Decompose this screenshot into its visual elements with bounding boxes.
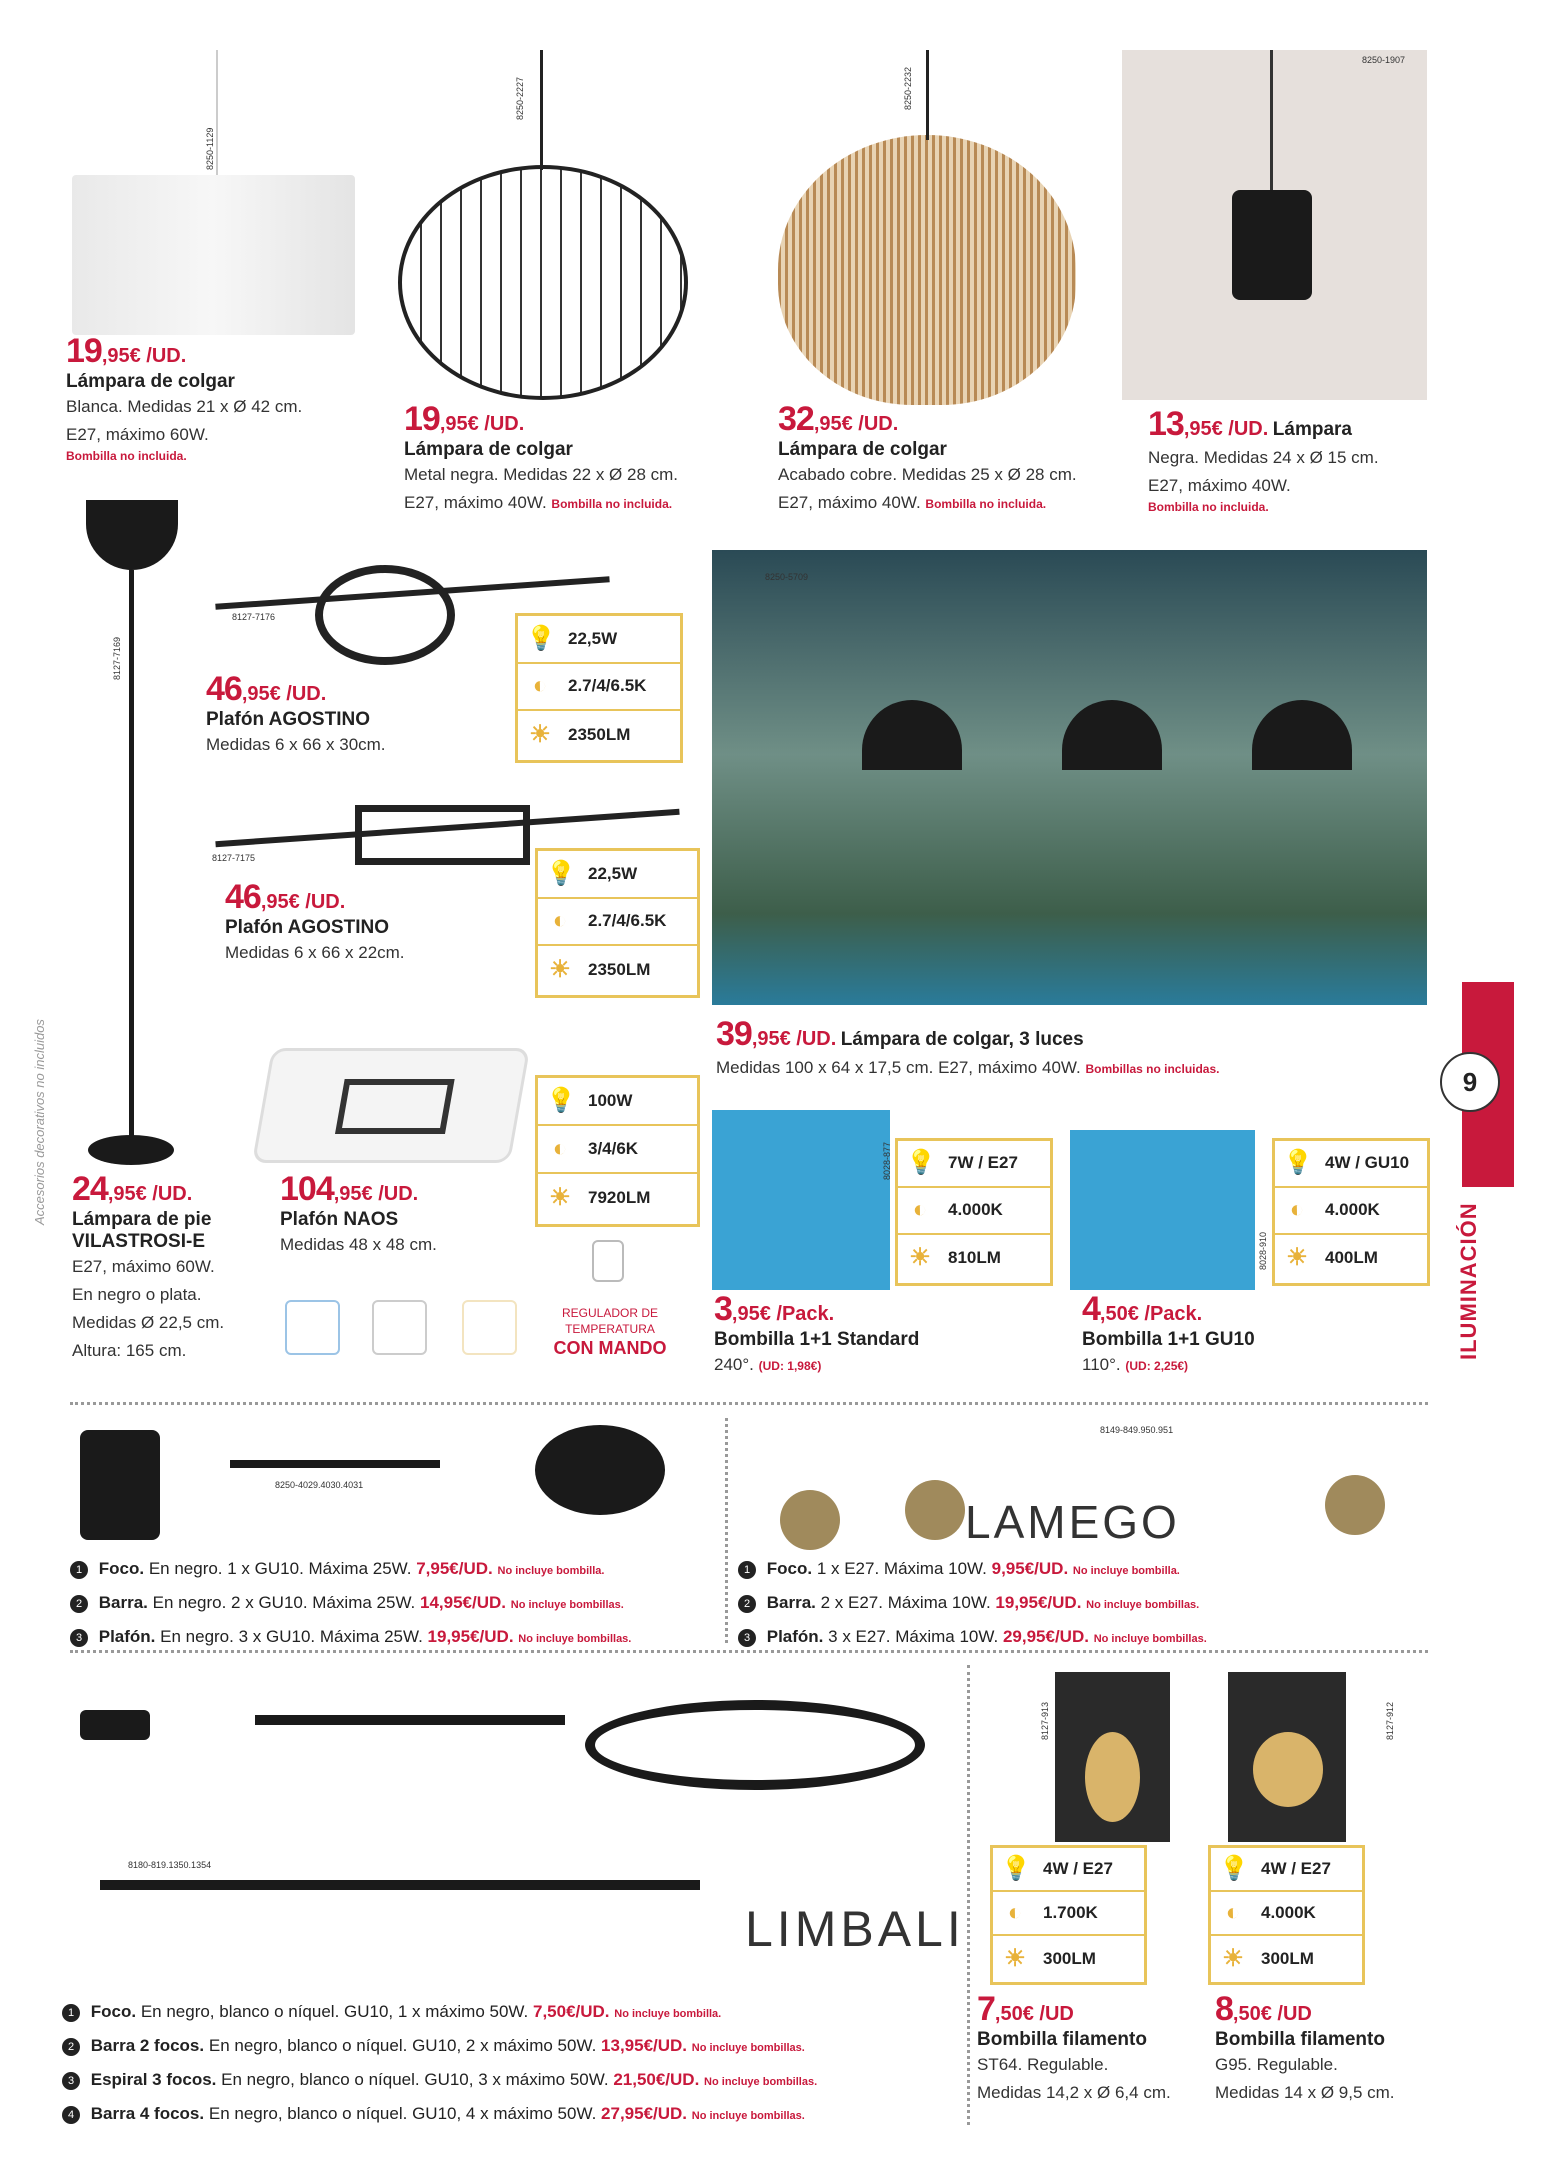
spec-value: 7W / E27 — [948, 1153, 1018, 1173]
product-desc: Negra. Medidas 24 x Ø 15 cm. — [1148, 448, 1379, 467]
price-int: 19 — [66, 332, 102, 370]
product-desc: E27, máximo 40W. Bombilla no incluida. — [404, 493, 673, 512]
product-3 — [1148, 405, 1379, 514]
lamego-spots-image — [780, 1490, 840, 1550]
item-desc: 2 x E27. Máxima 10W. — [820, 1593, 991, 1612]
spec-value: 4.000K — [1261, 1903, 1316, 1923]
price-dec: ,95€ /UD. — [813, 413, 899, 435]
limbali-brand: LIMBALI — [745, 1901, 965, 1957]
item-price: 29,95€/UD. — [1002, 1627, 1089, 1646]
spec-value: 300LM — [1261, 1948, 1314, 1968]
color-temperature-icon: ◐ — [912, 1196, 928, 1224]
product-desc: Metal negra. Medidas 22 x Ø 28 cm. — [404, 465, 679, 484]
floor-lamp-image — [86, 500, 178, 570]
product-note: Bombilla no incluida. — [66, 449, 187, 463]
brightness-icon: ☀ — [529, 720, 551, 748]
regulator-label — [545, 1305, 675, 1359]
item-number: 1 — [62, 2004, 80, 2022]
product-code: 8250-1907 — [1362, 55, 1406, 65]
spec-value: 2350LM — [568, 724, 631, 744]
regulator-line1: REGULADOR DE — [561, 1306, 659, 1320]
lamego-barra-bulb — [905, 1480, 965, 1540]
spec-row — [538, 899, 697, 947]
limbali-foco-image — [80, 1710, 150, 1740]
product-7 — [280, 1170, 437, 1259]
item-note: No incluye bombillas. — [1093, 1633, 1207, 1645]
spec-row — [538, 1126, 697, 1174]
product-desc: Blanca. Medidas 21 x Ø 42 cm. — [66, 397, 303, 416]
item-desc: 1 x E27. Máxima 10W. — [816, 1559, 987, 1578]
price-dec: ,95€ /UD. — [333, 1183, 419, 1205]
product-name: Bombilla 1+1 Standard — [714, 1329, 920, 1350]
pendant-cord — [216, 50, 218, 175]
price-int: 19 — [404, 400, 440, 438]
product-note: Bombilla no incluida. — [925, 497, 1047, 511]
product-desc: G95. Regulable. — [1215, 2055, 1338, 2074]
price-dec: ,95€ /UD. — [107, 1183, 193, 1205]
series-item — [62, 2030, 817, 2064]
color-temperature-icon: ◐ — [1007, 1899, 1023, 1927]
product-name: Lámpara de pie — [72, 1209, 212, 1230]
product-name: Lámpara de colgar — [404, 439, 573, 460]
item-number: 3 — [62, 2072, 80, 2090]
item-price: 7,95€/UD. — [416, 1559, 493, 1578]
product-name: Bombilla filamento — [1215, 2029, 1385, 2050]
series-c-code: 8180-819.1350.1354 — [128, 1860, 212, 1870]
bulb-icon: 💡 — [906, 1149, 936, 1177]
price-int: 8 — [1215, 1990, 1233, 2028]
floor-lamp-pole — [129, 570, 134, 1140]
spec-value: 2.7/4/6.5K — [568, 676, 647, 696]
price-int: 46 — [225, 878, 261, 916]
agostino-square — [355, 805, 530, 865]
filament-g95-box-image — [1228, 1672, 1346, 1842]
product-9 — [714, 1290, 919, 1380]
spec-value: 7920LM — [588, 1188, 651, 1208]
series-item — [738, 1553, 1207, 1587]
spec-row — [1211, 1936, 1362, 1980]
item-name: Plafón. — [766, 1627, 824, 1646]
spec-value: 300LM — [1043, 1948, 1096, 1968]
price-dec: ,50€ /Pack. — [1099, 1303, 1203, 1325]
spec-value: 1.700K — [1043, 1903, 1098, 1923]
product-code: 8127-7176 — [232, 612, 276, 622]
series-a-list — [70, 1553, 631, 1655]
spec-row — [518, 664, 680, 712]
color-temperature-icon: ◐ — [552, 1135, 568, 1163]
limbali-espiral-image — [585, 1700, 925, 1790]
product-note: Bombillas no incluidas. — [1085, 1062, 1220, 1076]
series-item — [70, 1621, 631, 1655]
product-6 — [225, 878, 405, 967]
product-desc: Medidas 6 x 66 x 22cm. — [225, 943, 405, 962]
item-name: Barra. — [766, 1593, 816, 1612]
naos-variant-neutral — [372, 1300, 427, 1355]
item-name: Barra 4 focos. — [90, 2104, 205, 2123]
bulb-pack-standard-image — [712, 1110, 890, 1290]
copper-wire-pendant-image — [778, 135, 1076, 405]
product-4 — [72, 1170, 224, 1365]
series-item — [70, 1553, 631, 1587]
item-price: 9,95€/UD. — [991, 1559, 1069, 1578]
item-name: Foco. — [90, 2002, 137, 2021]
brightness-icon: ☀ — [909, 1244, 931, 1272]
product-desc: ST64. Regulable. — [977, 2055, 1109, 2074]
item-price: 27,95€/UD. — [601, 2104, 688, 2123]
item-desc: En negro, blanco o níquel. GU10, 1 x máximo 50W. — [140, 2002, 529, 2021]
price-int: 7 — [977, 1990, 995, 2028]
limbali-barra4-image — [100, 1880, 700, 1890]
price-dec: ,50€ /UD — [1232, 2003, 1312, 2025]
item-note: No incluye bombillas. — [510, 1599, 624, 1611]
product-11 — [977, 1990, 1171, 2107]
color-temperature-icon: ◐ — [532, 672, 548, 700]
spec-row — [993, 1892, 1144, 1936]
price-dec: ,95€ /UD. — [751, 1028, 837, 1050]
product-12 — [1215, 1990, 1395, 2107]
product-code: 8127-7175 — [212, 853, 256, 863]
bulb-icon: 💡 — [1283, 1149, 1313, 1177]
brightness-icon: ☀ — [1286, 1244, 1308, 1272]
product-code: 8127-913 — [1040, 1701, 1050, 1740]
spec-value: 22,5W — [588, 863, 638, 883]
item-number: 1 — [738, 1561, 756, 1579]
spec-value: 4W / GU10 — [1325, 1153, 1410, 1173]
color-temperature-icon: ◐ — [552, 907, 568, 935]
product-code: 8028-910 — [1258, 1231, 1268, 1270]
spec-row — [993, 1848, 1144, 1892]
product-note: (UD: 2,25€) — [1125, 1359, 1189, 1373]
item-price: 19,95€/UD. — [427, 1627, 514, 1646]
spec-value: 4W / E27 — [1261, 1859, 1331, 1879]
item-note: No incluye bombilla. — [497, 1565, 605, 1577]
spec-row — [518, 616, 680, 664]
price-int: 3 — [714, 1290, 732, 1328]
product-note: (UD: 1,98€) — [758, 1359, 822, 1373]
series-item — [62, 1996, 817, 2030]
spec-value: 4.000K — [948, 1200, 1003, 1220]
price-int: 32 — [778, 400, 814, 438]
dining-pendants-photo — [712, 550, 1427, 1005]
series-c-list — [62, 1996, 817, 2132]
product-desc: En negro o plata. — [72, 1285, 202, 1304]
price — [66, 332, 302, 371]
item-desc: En negro, blanco o níquel. GU10, 4 x máximo 50W. — [208, 2104, 597, 2123]
product-desc: Medidas 6 x 66 x 30cm. — [206, 735, 386, 754]
product-desc: E27, máximo 60W. — [66, 425, 209, 444]
spec-value: 100W — [588, 1091, 633, 1111]
spec-row — [898, 1235, 1050, 1282]
price-int: 4 — [1082, 1290, 1100, 1328]
item-note: No incluye bombillas. — [518, 1633, 632, 1645]
product-0 — [66, 332, 302, 463]
spec-value: 4W / E27 — [1043, 1859, 1113, 1879]
product-code: 8250-2232 — [903, 66, 913, 110]
spec-row — [993, 1936, 1144, 1980]
divider — [70, 1402, 1428, 1405]
series-item — [738, 1587, 1207, 1621]
spec-box — [1272, 1138, 1430, 1286]
item-note: No incluye bombillas. — [691, 2110, 805, 2122]
product-2 — [778, 400, 1077, 518]
item-note: No incluye bombillas. — [691, 2042, 805, 2054]
bulb-icon: 💡 — [526, 624, 556, 652]
price-dec: ,95€ /UD. — [101, 345, 187, 367]
spec-row — [538, 1174, 697, 1222]
product-10 — [1082, 1290, 1255, 1380]
bulb-icon: 💡 — [546, 859, 576, 887]
item-price: 21,50€/UD. — [613, 2070, 700, 2089]
spec-value: 2350LM — [588, 959, 651, 979]
product-desc: Medidas 14,2 x Ø 6,4 cm. — [977, 2083, 1171, 2102]
black-pendant-photo — [1122, 50, 1427, 400]
series-a-code: 8250-4029.4030.4031 — [275, 1480, 364, 1490]
item-number: 2 — [70, 1595, 88, 1613]
item-price: 14,95€/UD. — [420, 1593, 507, 1612]
spec-value: 400LM — [1325, 1248, 1378, 1268]
regulator-line2: TEMPERATURA — [565, 1322, 655, 1336]
white-pendant-image — [72, 175, 355, 335]
product-desc: Medidas 100 x 64 x 17,5 cm. E27, máximo 40W. Bombillas no incluidas. — [716, 1058, 1220, 1077]
product-code: 8250-5709 — [765, 572, 809, 582]
spot-plafon-image — [535, 1425, 665, 1515]
product-name: Plafón NAOS — [280, 1209, 399, 1230]
brightness-icon: ☀ — [1222, 1944, 1244, 1972]
item-price: 19,95€/UD. — [995, 1593, 1082, 1612]
section-title: ILUMINACIÓN — [1456, 1202, 1481, 1360]
product-code: 8127-7169 — [112, 636, 122, 680]
spec-value: 4.000K — [1325, 1200, 1380, 1220]
spec-box — [535, 1075, 700, 1227]
product-name: Bombilla filamento — [977, 2029, 1147, 2050]
item-desc: En negro. 3 x GU10. Máxima 25W. — [160, 1627, 423, 1646]
series-b-list — [738, 1553, 1207, 1655]
series-b-code: 8149-849.950.951 — [1100, 1425, 1174, 1435]
item-desc: En negro. 2 x GU10. Máxima 25W. — [152, 1593, 416, 1612]
floor-lamp-base — [88, 1135, 174, 1165]
lamego-plafon-bulb — [1325, 1475, 1385, 1535]
spot-foco-image — [80, 1430, 160, 1540]
price-dec: ,95€ /UD. — [260, 891, 346, 913]
item-name: Plafón. — [98, 1627, 156, 1646]
price-dec: ,95€ /UD. — [439, 413, 525, 435]
spec-box — [515, 613, 683, 763]
spec-row — [898, 1188, 1050, 1235]
spec-value: 2.7/4/6.5K — [588, 911, 667, 931]
page-number: 9 — [1440, 1052, 1500, 1112]
series-item — [70, 1587, 631, 1621]
product-name: Bombilla 1+1 GU10 — [1082, 1329, 1255, 1350]
price-int: 13 — [1148, 405, 1184, 443]
product-desc: Medidas Ø 22,5 cm. — [72, 1313, 225, 1332]
brightness-icon: ☀ — [1004, 1944, 1026, 1972]
side-note: Accesorios decorativos no incluidos — [32, 1019, 47, 1225]
spec-box — [895, 1138, 1053, 1286]
spec-row — [1275, 1235, 1427, 1282]
product-code: 8028-877 — [882, 1141, 892, 1180]
product-name: Lámpara de colgar — [66, 371, 235, 392]
limbali-barra2-image — [255, 1715, 565, 1725]
item-desc: En negro. 1 x GU10. Máxima 25W. — [148, 1559, 412, 1578]
color-temperature-icon: ◐ — [1289, 1196, 1305, 1224]
naos-variant-warm — [462, 1300, 517, 1355]
filament-st64-box-image — [1055, 1672, 1170, 1842]
item-price: 13,95€/UD. — [601, 2036, 688, 2055]
spec-value: 3/4/6K — [588, 1139, 639, 1159]
price-int: 24 — [72, 1170, 108, 1208]
price-int: 46 — [206, 670, 242, 708]
product-name: Lámpara — [1272, 419, 1352, 440]
product-note: Bombilla no incluida. — [1148, 500, 1269, 514]
spec-row — [1211, 1848, 1362, 1892]
product-desc: 110°. (UD: 2,25€) — [1082, 1355, 1189, 1374]
naos-variant-white — [285, 1300, 340, 1355]
agostino-ring — [315, 565, 455, 665]
item-number: 4 — [62, 2106, 80, 2124]
product-model: VILASTROSI-E — [72, 1231, 206, 1252]
product-note: Bombilla no incluida. — [551, 497, 673, 511]
bulb-icon: 💡 — [1219, 1855, 1249, 1883]
pendant-cord — [540, 50, 543, 170]
product-desc: Altura: 165 cm. — [72, 1341, 187, 1360]
item-note: No incluye bombilla. — [1072, 1565, 1180, 1577]
product-name: Lámpara de colgar — [778, 439, 947, 460]
item-number: 2 — [62, 2038, 80, 2056]
item-number: 3 — [70, 1629, 88, 1647]
spot-barra-image — [230, 1460, 440, 1468]
pendant-cord — [926, 50, 929, 140]
bulb-icon: 💡 — [546, 1087, 576, 1115]
product-code: 8127-912 — [1385, 1701, 1395, 1740]
item-desc: En negro, blanco o níquel. GU10, 2 x máximo 50W. — [208, 2036, 597, 2055]
spec-box — [990, 1845, 1147, 1985]
item-note: No incluye bombillas. — [1086, 1599, 1200, 1611]
spec-box — [535, 848, 700, 998]
black-wire-pendant-image — [398, 165, 688, 400]
series-item — [62, 2064, 817, 2098]
item-number: 2 — [738, 1595, 756, 1613]
spec-row — [538, 851, 697, 899]
price-dec: ,50€ /UD — [994, 2003, 1074, 2025]
series-item — [62, 2098, 817, 2132]
product-5 — [206, 670, 386, 759]
product-desc: E27, máximo 40W. Bombilla no incluida. — [778, 493, 1047, 512]
spec-value: 22,5W — [568, 628, 618, 648]
bulb-icon: 💡 — [1001, 1855, 1031, 1883]
product-desc: E27, máximo 60W. — [72, 1257, 215, 1276]
divider — [725, 1418, 728, 1643]
spec-row — [538, 1078, 697, 1126]
item-name: Barra 2 focos. — [90, 2036, 205, 2055]
series-item — [738, 1621, 1207, 1655]
lamego-brand: LAMEGO — [965, 1496, 1180, 1548]
spec-row — [518, 711, 680, 759]
product-code: 8250-1129 — [205, 127, 215, 170]
price-int: 104 — [280, 1170, 334, 1208]
item-desc: 3 x E27. Máxima 10W. — [828, 1627, 999, 1646]
item-name: Foco. — [98, 1559, 145, 1578]
brightness-icon: ☀ — [549, 1184, 571, 1212]
divider — [967, 1665, 970, 2125]
remote-control-icon — [592, 1240, 624, 1282]
product-8 — [716, 1015, 1220, 1083]
naos-image — [252, 1048, 530, 1163]
spec-row — [1275, 1141, 1427, 1188]
product-desc: E27, máximo 40W. — [1148, 476, 1291, 495]
product-desc: 240°. (UD: 1,98€) — [714, 1355, 822, 1374]
spec-box — [1208, 1845, 1365, 1985]
item-note: No incluye bombillas. — [704, 2076, 818, 2088]
bulb-pack-gu10-image — [1070, 1130, 1255, 1290]
product-name: Plafón AGOSTINO — [225, 917, 389, 938]
product-name: Lámpara de colgar, 3 luces — [840, 1029, 1084, 1050]
price-int: 39 — [716, 1015, 752, 1053]
item-name: Foco. — [766, 1559, 813, 1578]
item-note: No incluye bombilla. — [614, 2008, 722, 2020]
item-desc: En negro, blanco o níquel. GU10, 3 x máximo 50W. — [221, 2070, 609, 2089]
item-name: Barra. — [98, 1593, 148, 1612]
spec-row — [1211, 1892, 1362, 1936]
spec-row — [1275, 1188, 1427, 1235]
spec-row — [538, 946, 697, 994]
product-1 — [404, 400, 678, 518]
product-name: Plafón AGOSTINO — [206, 709, 370, 730]
spec-row — [898, 1141, 1050, 1188]
item-name: Espiral 3 focos. — [90, 2070, 217, 2089]
item-price: 7,50€/UD. — [532, 2002, 610, 2021]
spec-value: 810LM — [948, 1248, 1001, 1268]
price-dec: ,95€ /UD. — [1183, 418, 1269, 440]
product-desc: Acabado cobre. Medidas 25 x Ø 28 cm. — [778, 465, 1077, 484]
product-desc: Medidas 48 x 48 cm. — [280, 1235, 437, 1254]
brightness-icon: ☀ — [549, 955, 571, 983]
item-number: 3 — [738, 1629, 756, 1647]
price-dec: ,95€ /UD. — [241, 683, 327, 705]
product-desc: Medidas 14 x Ø 9,5 cm. — [1215, 2083, 1395, 2102]
product-code: 8250-2227 — [515, 76, 525, 120]
color-temperature-icon: ◐ — [1225, 1899, 1241, 1927]
price-dec: ,95€ /Pack. — [731, 1303, 835, 1325]
regulator-line3: CON MANDO — [553, 1338, 667, 1358]
item-number: 1 — [70, 1561, 88, 1579]
